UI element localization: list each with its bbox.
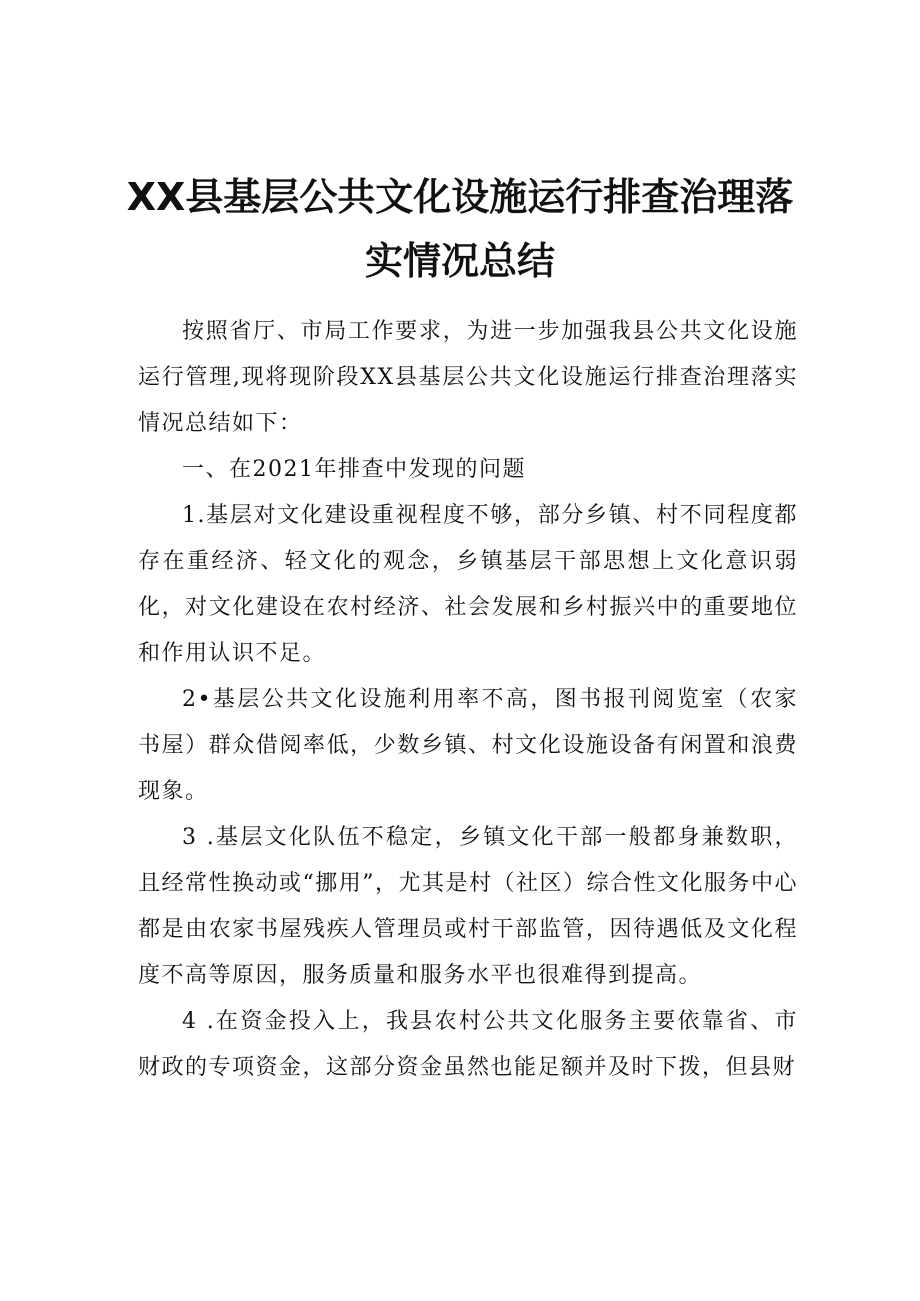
- intro-paragraph: 按照省厅、市局工作要求，为进一步加强我县公共文化设施运行管理,现将现阶段XX县基层公共文化设施运行排查治理落实情况总结如下：: [138, 319, 798, 436]
- problem-item-1: 1.基层对文化建设重视程度不够，部分乡镇、村不同程度都存在重经济、轻文化的观念，乡镇基层干部思想上文化意识弱化，对文化建设在农村经济、社会发展和乡村振兴中的重要地位和作用认识不足。: [138, 503, 798, 666]
- document-body: [138, 309, 798, 1091]
- problem-item-2: 2•基层公共文化设施利用率不高，图书报刊阅览室（农家书屋）群众借阅率低，少数乡镇、村文化设施设备有闲置和浪费现象。: [138, 687, 798, 804]
- section-heading-problems: 一、在2021年排查中发现的问题: [182, 457, 526, 482]
- document-title-line-1: XX县基层公共文化设施运行排查治理落: [126, 175, 794, 219]
- document-title-line-2: 实情况总结: [364, 239, 555, 283]
- problem-item-4: 4 .在资金投入上，我县农村公共文化服务主要依靠省、市财政的专项资金，这部分资金虽然也能足额并及时下拨，但县财: [138, 1009, 798, 1080]
- problem-item-3: 3 .基层文化队伍不稳定，乡镇文化干部一般都身兼数职，且经常性换动或“挪用”，尤其是村（社区）综合性文化服务中心都是由农家书屋残疾人管理员或村干部监管，因待遇低及文化程度不高等原因，服务质量和服务水平也很难得到提高。: [138, 825, 798, 988]
